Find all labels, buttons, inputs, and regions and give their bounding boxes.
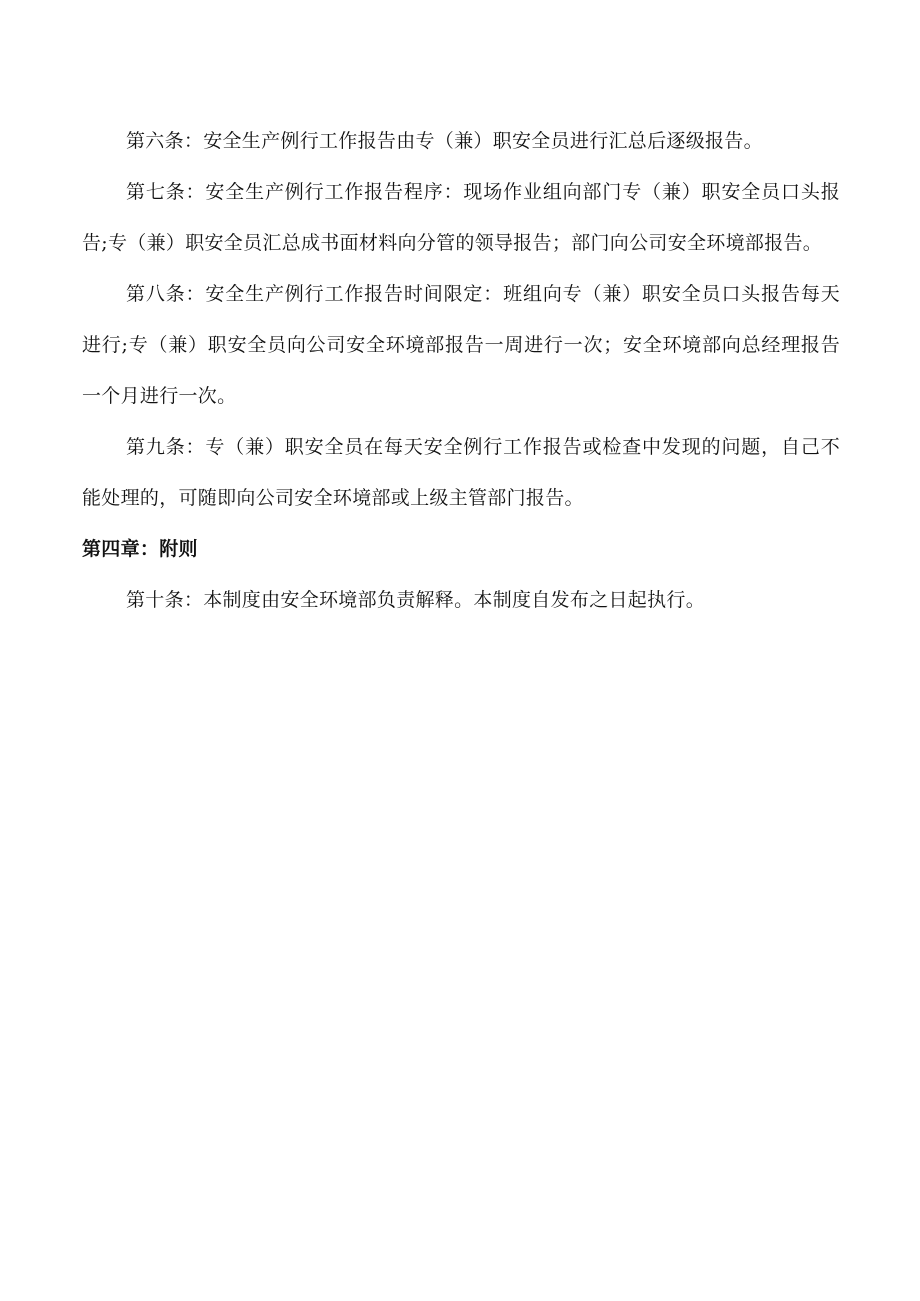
article-9: 第九条：专（兼）职安全员在每天安全例行工作报告或检查中发现的问题，自己不能处理的，可随即向公司安全环境部或上级主管部门报告。 bbox=[82, 436, 840, 509]
article-7: 第七条：安全生产例行工作报告程序：现场作业组向部门专（兼）职安全员口头报告;专（兼）职安全员汇总成书面材料向分管的领导报告；部门向公司安全环境部报告。 bbox=[82, 181, 840, 254]
article-6: 第六条：安全生产例行工作报告由专（兼）职安全员进行汇总后逐级报告。 bbox=[126, 130, 763, 152]
document-page bbox=[82, 116, 840, 626]
chapter-heading: 第四章：附则 bbox=[82, 538, 198, 560]
article-10: 第十条：本制度由安全环境部负责解释。本制度自发布之日起执行。 bbox=[126, 589, 706, 611]
article-8: 第八条：安全生产例行工作报告时间限定：班组向专（兼）职安全员口头报告每天进行;专（兼）职安全员向公司安全环境部报告一周进行一次；安全环境部向总经理报告一个月进行一次。 bbox=[82, 283, 840, 407]
